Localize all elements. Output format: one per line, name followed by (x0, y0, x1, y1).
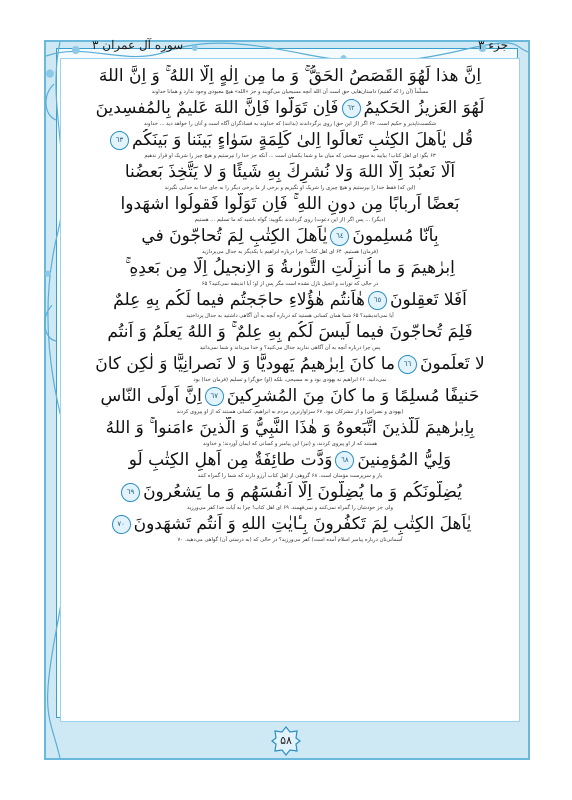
translation-text: (فرمان) هستیم. ۶۴ ای اهل کتاب! چرا درباره ابراهیم با یکدیگر به جدال می‌پردازید (201, 249, 379, 255)
translation-text: آسمانی‌تان درباره پیامبر اسلام آمده است) کفر می‌ورزید؟ در حالی که (به درستی آن) گواهی می‌دهید. ۷۰ (177, 537, 403, 543)
verse-text: فَلِمَ تُحاجّونَ فيما لَيسَ لَكُم بِهِ عِلمٌ ۚ وَ اللهُ يَعلَمُ وَ اَنتُم (107, 322, 473, 342)
ayah-number-marker: ٧٠ (112, 515, 131, 534)
ayah-number-marker: ٦٤ (330, 227, 349, 246)
verse-text: ما كانَ اِبرٰهيمُ يَهوديًّا وَ لا نَصرانِيًّا وَ لٰكِن كانَ (95, 354, 395, 374)
ayah-number-marker: ٦٢ (342, 99, 361, 118)
page-number-badge (271, 726, 301, 756)
verse-line (69, 65, 511, 87)
translation-text: یار و سرپرست مؤمنان است. ۶۸ گروهی از اهل کتاب آرزو دارند که شما را گمراه کنند (197, 473, 383, 479)
verse-line (69, 385, 511, 407)
verse-text: لَهُوَ العَزيزُ الحَكيمُ (363, 98, 485, 118)
ayah-number-marker: ٦٦ (398, 355, 417, 374)
translation-line (69, 375, 511, 385)
translation-line (69, 407, 511, 417)
translation-line (69, 87, 511, 97)
translation-text: نمی‌دانید. ۶۶ ابراهیم نه یهودی بود و نه مسیحی، بلکه (او) حق‌گرا و تسلیم (فرمان خدا) بود (193, 377, 387, 383)
verse-text: حَنيفًا مُسلِمًا وَ ما كانَ مِنَ المُشرِكينَ (226, 386, 480, 406)
verse-line (69, 129, 511, 151)
verse-text: بَعضًا اَربابًا مِن دونِ اللهِ ۚ فَاِن تَوَلَّوا فَقولُوا اشهَدوا (120, 194, 460, 214)
translation-text: (یهودی و نصرانی) و از مشرکان نبود. ۶۷ سزاوارترین مردم به ابراهیم، کسانی هستند که از او پیروی کردند (176, 409, 404, 415)
verse-line (69, 449, 511, 471)
translation-line (69, 343, 511, 353)
translation-line (69, 311, 511, 321)
ayah-number-marker: ٦٣ (110, 131, 129, 150)
translation-text: در حالی که تورات و انجیل نازل نشده است مگر پس از او؛ آیا اندیشه نمی‌کنید؟ ۶۵ (201, 281, 379, 287)
verse-line (69, 289, 511, 311)
translation-text: ۶۳ بگو: ای اهل کتاب! بیایید به سوی سخنی که میان ما و شما یکسان است ... آنکه جز خدا را نپرستیم و هیچ چیز را شریک او قرار ندهیم (144, 153, 436, 159)
translation-text: پس چرا درباره آنچه به آن آگاهی ندارید جدال می‌کنید؟ و خدا می‌داند و شما نمی‌دانید (199, 345, 381, 351)
translation-line (69, 279, 511, 289)
verse-line (69, 321, 511, 343)
verse-text: قُل يٰاَهلَ الكِتٰبِ تَعالَوا اِلیٰ كَلِمَةٍ سَوٰاءٍ بَينَنا وَ بَينَكُم (132, 130, 473, 150)
page-header (92, 34, 508, 56)
verse-line (69, 161, 511, 183)
verse-line (69, 225, 511, 247)
translation-text: (این که) فقط خدا را بپرستیم و هیچ چیزی را شریک او نگیریم و برخی از ما برخی دیگر را به جای خدا به خدایی نگیرند (164, 185, 416, 191)
ayah-number-marker: ٦٩ (121, 483, 140, 502)
translation-line (69, 183, 511, 193)
translation-text: شکست‌ناپذیر و حکیم است. ۶۲ اگر (از این حق) روی برگرداندند (بدانند) که خداوند به فسادگران آگاه است و آنان را خواهد دید ... خداوند (143, 121, 437, 127)
ayah-number-marker: ٦٧ (205, 387, 224, 406)
verse-line (69, 353, 511, 375)
verse-text: بِاِبرٰهيمَ لَلَّذينَ اتَّبَعوهُ وَ هٰذَا النَّبِيُّ وَ الَّذينَ ءامَنوا ۚ وَ اللهُ (105, 418, 475, 438)
translation-line (69, 535, 511, 545)
verse-line (69, 193, 511, 215)
verse-text: يٰاَهلَ الكِتٰبِ لِمَ تُحاجّونَ في (141, 226, 328, 246)
verse-line (69, 481, 511, 503)
translation-line (69, 247, 511, 257)
verse-text: لا تَعلَمونَ (419, 354, 485, 374)
verse-text: اِبرٰهيمَ وَ ما اُنزِلَتِ التَّورٰىةُ وَ الاِنجيلُ اِلّا مِن بَعدِهِ ۚ (125, 258, 455, 278)
translation-text: ولی جز خودشان را گمراه نمی‌کنند و نمی‌فهمند. ۶۹ ای اهل کتاب! چرا به آیات خدا کفر می‌ورزید (186, 505, 394, 511)
verse-text: وَلِيُّ المُؤمِنينَ (357, 450, 452, 470)
verse-text: هٰاَنتُم هٰؤُلاءِ حاجَجتُم فيما لَكُم بِهِ عِلمٌ (113, 290, 366, 310)
ayah-number-marker: ٦٥ (368, 291, 387, 310)
verse-text: اَفَلا تَعقِلونَ (390, 290, 467, 310)
verse-text: يٰاَهلَ الكِتٰبِ لِمَ تَكفُرونَ بِـٔايٰتِ اللهِ وَ اَنتُم تَشهَدونَ (133, 514, 472, 534)
translation-line (69, 439, 511, 449)
verse-text: يُضِلّونَكُم وَ ما يُضِلّونَ اِلّا اَنفُسَهُم وَ ما يَشعُرونَ (143, 482, 462, 502)
quran-text-block (60, 58, 520, 722)
verse-text: اِنَّ هذا لَهُوَ القَصَصُ الحَقُّ ۚ وَ ما مِن اِلٰهٍ اِلَّا اللهُ ۚ وَ اِنَّ اللهَ (98, 66, 482, 86)
verse-text: اَلّا نَعبُدَ اِلَّا اللهَ وَلا نُشرِكَ بِهِ شَيئًا وَ لا يَتَّخِذَ بَعضُنا (124, 162, 456, 182)
translation-text: مسلّماً (آن را که گفتیم) داستان‌هایی حق است آن الله آنچه مسیحیان می‌گویند و جز «الله» هیچ معبودی وجود ندارد و همانا خداوند (151, 89, 429, 95)
juz-label: جزء ۳ (478, 38, 508, 52)
verse-line (69, 97, 511, 119)
translation-text: (دیگر) ... پس اگر (از این دعوت) روی گرداندند بگویید: گواه باشید که ما تسلیم ... هستیم (194, 217, 386, 223)
page-number: ۵۸ (280, 734, 292, 747)
translation-line (69, 119, 511, 129)
verse-line (69, 417, 511, 439)
translation-text: هستند که از او پیروی کردند، و (نیز) این پیامبر و کسانی که ایمان آوردند؛ و خداوند (202, 441, 378, 447)
verse-text: فَاِن تَوَلَّوا فَاِنَّ اللهَ عَليمٌ بِالمُفسِدينَ (95, 98, 339, 118)
translation-text: آیا نمی‌اندیشید؟ ۶۵ شما همان کسانی هستید که درباره آنچه به آن آگاهی داشتید به جدال پرداختید (186, 313, 394, 319)
translation-line (69, 215, 511, 225)
verse-line (69, 513, 511, 535)
surah-label: سوره آل عمران ۳ (92, 38, 184, 52)
verse-text: اِنَّ اَولَى النّاسِ (100, 386, 202, 406)
translation-line (69, 151, 511, 161)
translation-line (69, 471, 511, 481)
verse-line (69, 257, 511, 279)
ayah-number-marker: ٦٨ (335, 451, 354, 470)
verse-text: وَدَّت طائِفَةٌ مِن اَهلِ الكِتٰبِ لَو (128, 450, 333, 470)
translation-line (69, 503, 511, 513)
verse-text: بِاَنّا مُسلِمونَ (352, 226, 439, 246)
